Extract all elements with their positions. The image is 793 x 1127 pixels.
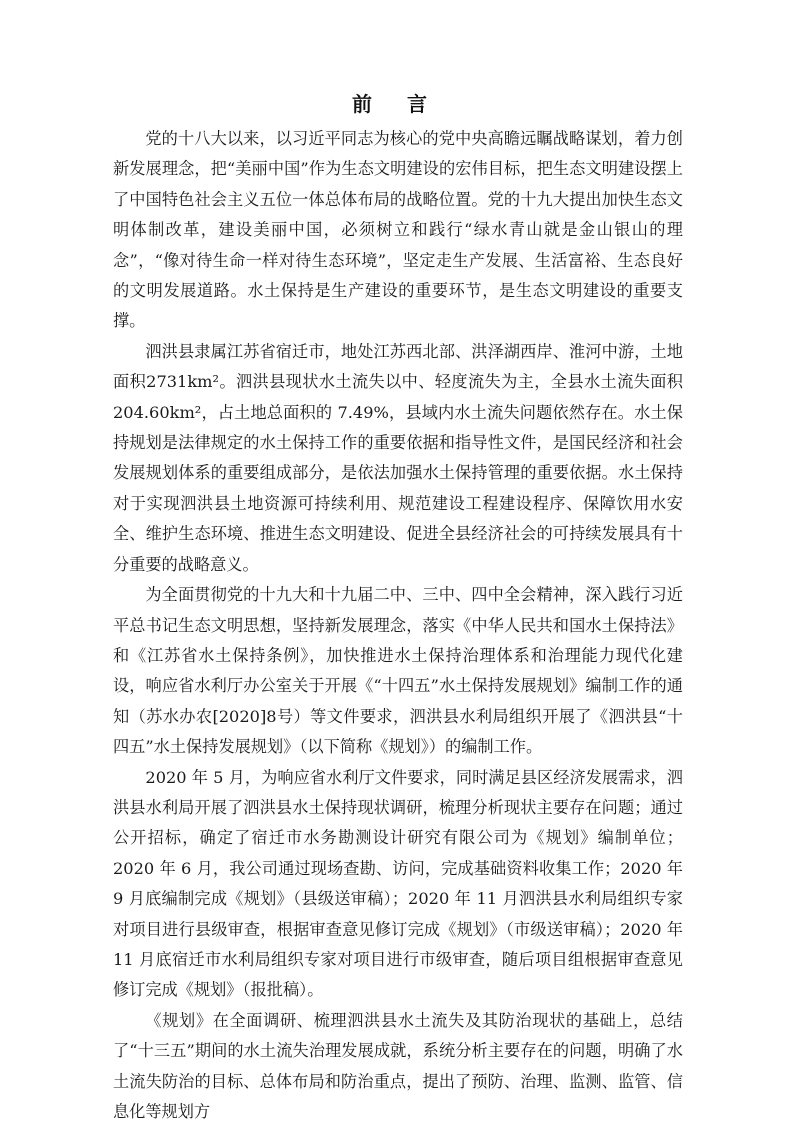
- paragraph-5: 《规划》在全面调研、梳理泗洪县水土流失及其防治现状的基础上，总结了“十三五”期间的水土流失治理发展成就，系统分析主要存在的问题，明确了水土流失防治的目标、总体布局和防治重点，提出了预防、治理、监测、监管、信息化等规划方: [113, 1010, 683, 1121]
- paragraph-1: 党的十八大以来，以习近平同志为核心的党中央高瞻远瞩战略谋划，着力创新发展理念，把“美丽中国”作为生态文明建设的宏伟目标，把生态文明建设摆上了中国特色社会主义五位一体总体布局的战略位置。党的十九大提出加快生态文明体制改革，建设美丽中国，必须树立和践行“绿水青山就是金山银山的理念”，“像对待生命一样对待生态环境”，坚定走生产发展、生活富裕、生态良好的文明发展道路。水土保持是生产建设的重要环节，是生态文明建设的重要支撑。: [113, 129, 683, 331]
- page-title: 前 言: [352, 92, 441, 116]
- paragraph-3: 为全面贯彻党的十九大和十九届二中、三中、四中全会精神，深入践行习近平总书记生态文明思想，坚持新发展理念，落实《中华人民共和国水土保持法》和《江苏省水土保持条例》，加快推进水土保持治理体系和治理能力现代化建设，响应省水利厅办公室关于开展《“十四五”水土保持发展规划》编制工作的通知（苏水办农[2020]8号）等文件要求，泗洪县水利局组织开展了《泗洪县“十四五”水土保持发展规划》（以下简称《规划》）的编制工作。: [113, 585, 683, 757]
- paragraph-4: 2020 年 5 月，为响应省水利厅文件要求，同时满足县区经济发展需求，泗洪县水利局开展了泗洪县水土保持现状调研，梳理分析现状主要存在问题；通过公开招标，确定了宿迁市水务勘测设计研究有限公司为《规划》编制单位；2020 年 6 月，我公司通过现场查勘、访问，完成基础资料收集工作；2020 年 9 月底编制完成《规划》（县级送审稿）；2020 年 11 月泗洪县水利局组织专家对项目进行县级审查，根据审查意见修订完成《规划》（市级送审稿）；2020 年 11 月底宿迁市水利局组织专家对项目进行市级审查，随后项目组根据审查意见修订完成《规划》（报批稿）。: [113, 767, 683, 1000]
- document-body: [113, 124, 683, 1127]
- paragraph-2: 泗洪县隶属江苏省宿迁市，地处江苏西北部、洪泽湖西岸、淮河中游，土地面积2731km²。泗洪县现状水土流失以中、轻度流失为主，全县水土流失面积 204.60km²，占土地总面积的 7.49%，县域内水土流失问题依然存在。水土保持规划是法律规定的水土保持工作的重要依据和指导性文件，是国民经济和社会发展规划体系的重要组成部分，是依法加强水土保持管理的重要依据。水土保持对于实现泗洪县土地资源可持续利用、规范建设工程建设程序、保障饮用水安全、维护生态环境、推进生态文明建设、促进全县经济社会的可持续发展具有十分重要的战略意义。: [113, 341, 683, 574]
